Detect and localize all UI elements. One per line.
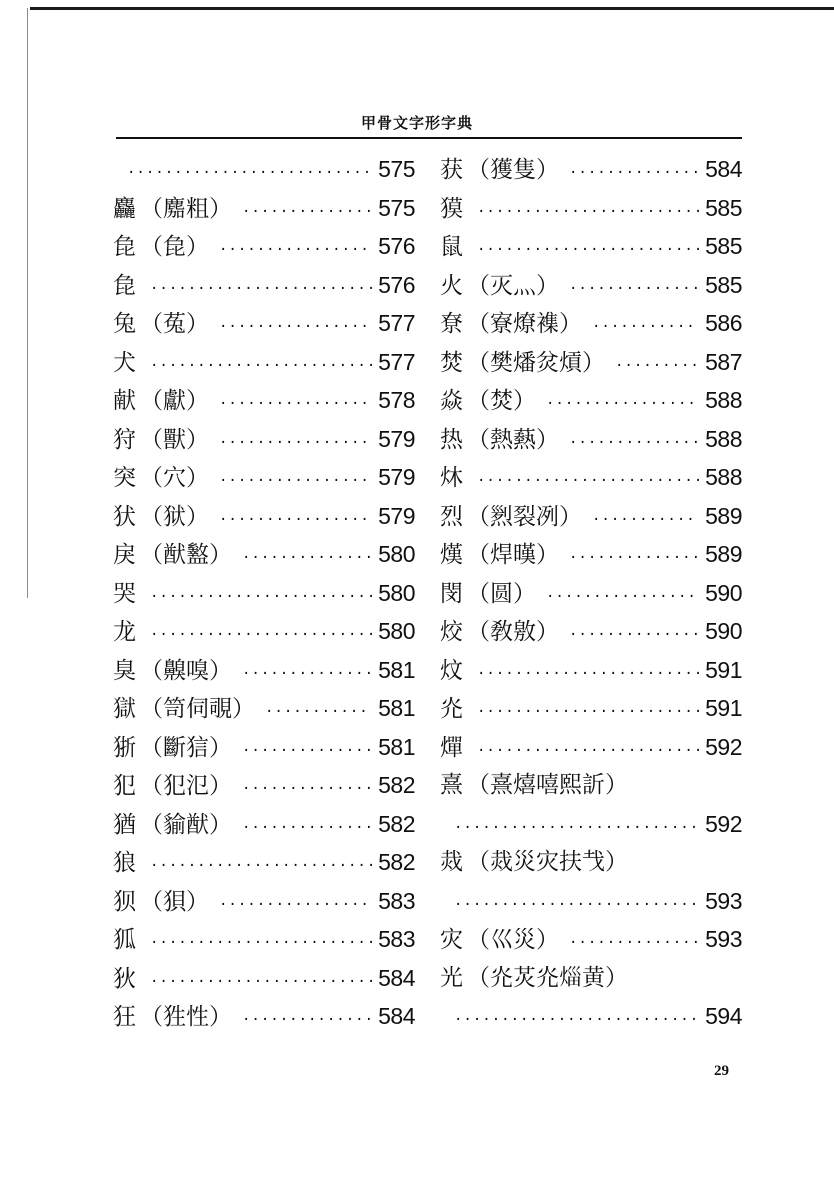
entry-page-number: 584 (378, 964, 415, 991)
entry-page-number: 586 (705, 310, 742, 336)
entry-page-number: 585 (705, 194, 742, 221)
index-entry (113, 766, 415, 805)
entry-page-number: 594 (705, 1003, 742, 1029)
entry-page-number: 592 (705, 810, 742, 837)
left-index-column (113, 150, 415, 1036)
entry-page-number: 588 (705, 464, 742, 490)
entry-variants: （狽） (140, 888, 209, 915)
leader-dots (219, 886, 372, 925)
leader-dots (569, 154, 699, 193)
entry-page-number: 580 (378, 579, 415, 606)
entry-headword: 㲋 (113, 234, 136, 260)
leader-dots (477, 462, 699, 501)
leader-dots (569, 616, 699, 655)
leader-dots (477, 693, 699, 732)
entry-page-number: 579 (378, 502, 415, 529)
entry-variants: （獻） (140, 388, 209, 414)
leader-dots (242, 809, 372, 848)
entry-variants: （狌性） (140, 1004, 232, 1030)
index-entry (440, 189, 742, 228)
entry-variants: （獲隻） (467, 157, 559, 183)
entry-variants: （熹熺嘻熙訢） (467, 772, 628, 798)
running-title: 甲骨文字形字典 (360, 114, 473, 132)
entry-headword: 狂 (113, 1004, 136, 1030)
leader-dots (477, 655, 699, 694)
leader-dots (592, 308, 699, 347)
index-entry (440, 843, 742, 882)
entry-page-number: 590 (705, 618, 742, 644)
page-number: 29 (714, 1063, 729, 1079)
entry-page-number: 591 (705, 656, 742, 683)
leader-dots (242, 655, 372, 694)
entry-headword: 哭 (113, 580, 136, 607)
leader-dots (569, 270, 699, 309)
entry-page-number: 577 (378, 310, 415, 336)
entry-page-number: 591 (705, 695, 742, 721)
entry-headword: 鼠 (440, 234, 463, 260)
entry-page-number: 587 (705, 348, 742, 375)
entry-page-number: 576 (378, 233, 415, 259)
entry-headword: 兔 (113, 311, 136, 337)
entry-page-number: 580 (378, 541, 415, 567)
index-entry (113, 651, 415, 690)
entry-headword: 烄 (440, 619, 463, 645)
entry-page-number: 588 (705, 387, 742, 413)
entry-variants: （敎敫） (467, 619, 559, 645)
entry-page-number: 590 (705, 579, 742, 606)
right-index-column (440, 150, 742, 1036)
entry-headword: 狩 (113, 426, 136, 453)
entry-headword: 燀 (440, 734, 463, 761)
entry-variants: （㲋） (140, 234, 209, 260)
index-entry (440, 920, 742, 959)
index-entry (113, 458, 415, 497)
entry-variants: （樊燔炃熕） (467, 349, 605, 376)
index-entry (113, 150, 415, 189)
entry-page-number: 592 (705, 733, 742, 760)
entry-headword: 獏 (440, 195, 463, 222)
entry-variants: （焊暵） (467, 542, 559, 568)
entry-headword: 获 (440, 157, 463, 183)
index-entry (113, 497, 415, 536)
leader-dots (219, 462, 372, 501)
entry-page-number: 585 (705, 271, 742, 298)
leader-dots (219, 424, 372, 463)
leader-dots (477, 231, 699, 270)
index-entry (440, 381, 742, 420)
leader-dots (127, 154, 372, 193)
leader-dots (242, 193, 372, 232)
index-entry (440, 343, 742, 382)
index-entry (440, 612, 742, 651)
leader-dots (219, 308, 372, 347)
index-entry (113, 882, 415, 921)
entry-variants: （斷狺） (140, 734, 232, 761)
index-entry (113, 535, 415, 574)
index-entry (440, 689, 742, 728)
entry-page-number: 581 (378, 733, 415, 760)
entry-headword: 狼 (113, 850, 136, 876)
entry-variants: （烖災灾扶𢦏） (467, 849, 628, 875)
entry-page-number: 580 (378, 618, 415, 644)
entry-page-number: 576 (378, 271, 415, 298)
entry-headword: 犬 (113, 349, 136, 376)
entry-variants: （犯氾） (140, 773, 232, 799)
entry-page-number: 581 (378, 695, 415, 721)
entry-variants: （笥伺覗） (140, 696, 255, 722)
leader-dots (242, 1001, 372, 1040)
entry-headword: 麤 (113, 195, 136, 222)
leader-dots (615, 347, 699, 386)
index-entry (113, 728, 415, 767)
index-entry (113, 574, 415, 613)
index-entry (440, 497, 742, 536)
index-entry (440, 304, 742, 343)
index-entry (440, 150, 742, 189)
index-entry (440, 535, 742, 574)
leader-dots (150, 924, 372, 963)
leader-dots (219, 385, 372, 424)
entry-headword: 閔 (440, 580, 463, 607)
top-border-rule (30, 7, 834, 10)
entry-variants: （貐猷） (140, 811, 232, 838)
entry-headword: 烖 (440, 849, 463, 875)
header-rule (116, 137, 742, 139)
index-entry (440, 997, 742, 1036)
index-entry (113, 920, 415, 959)
entry-page-number: 575 (378, 194, 415, 221)
index-entry (113, 227, 415, 266)
entry-headword: 龙 (113, 619, 136, 645)
entry-page-number: 582 (378, 849, 415, 875)
entry-headword: 尞 (440, 311, 463, 337)
entry-headword: 猶 (113, 811, 136, 838)
leader-dots (454, 886, 699, 925)
index-entry (440, 651, 742, 690)
entry-page-number: 579 (378, 464, 415, 490)
index-entry (113, 420, 415, 459)
index-entry (113, 689, 415, 728)
leader-dots (454, 1001, 699, 1040)
entry-variants: （灭灬） (467, 272, 559, 299)
entry-headword: 犾 (113, 503, 136, 530)
entry-page-number: 589 (705, 541, 742, 567)
leader-dots (219, 501, 372, 540)
entry-headword: 炆 (440, 657, 463, 684)
leader-dots (569, 924, 699, 963)
entry-headword: 獄 (113, 696, 136, 722)
leader-dots (592, 501, 699, 540)
entry-page-number: 579 (378, 425, 415, 452)
leader-dots (150, 616, 372, 655)
entry-page-number: 581 (378, 656, 415, 683)
entry-headword: 焱 (440, 388, 463, 414)
entry-headword: 突 (113, 465, 136, 491)
entry-variants: （灮炗灮𤉣黄） (467, 964, 628, 991)
index-entry (113, 612, 415, 651)
index-entry (113, 304, 415, 343)
entry-headword: 火 (440, 272, 463, 299)
entry-variants: （獸） (140, 426, 209, 453)
entry-variants: （穴） (140, 465, 209, 491)
entry-headword: 戾 (113, 542, 136, 568)
index-entry (113, 959, 415, 998)
entry-variants: （焚） (467, 388, 536, 414)
entry-variants: （䴥粗） (140, 195, 232, 222)
index-entry (440, 959, 742, 998)
entry-headword: 狈 (113, 888, 136, 915)
entry-variants: （菟） (140, 311, 209, 337)
leader-dots (454, 809, 699, 848)
index-entry (440, 805, 742, 844)
leader-dots (546, 578, 699, 617)
entry-headword: 灮 (440, 696, 463, 722)
entry-page-number: 578 (378, 387, 415, 413)
leader-dots (150, 270, 372, 309)
entry-page-number: 582 (378, 772, 415, 798)
index-entry (440, 882, 742, 921)
entry-variants: （圆） (467, 580, 536, 607)
entry-variants: （巛災） (467, 927, 559, 953)
leader-dots (150, 578, 372, 617)
index-entry (113, 343, 415, 382)
entry-headword: 狾 (113, 734, 136, 761)
index-entry (113, 189, 415, 228)
entry-headword: 灾 (440, 927, 463, 953)
entry-headword: 㲋 (113, 272, 136, 299)
index-entry (113, 266, 415, 305)
entry-headword: 犯 (113, 773, 136, 799)
index-entry (440, 266, 742, 305)
entry-page-number: 575 (378, 156, 415, 182)
entry-headword: 光 (440, 964, 463, 991)
index-entry (440, 420, 742, 459)
index-entry (113, 381, 415, 420)
index-entry (440, 574, 742, 613)
leader-dots (477, 732, 699, 771)
index-entry (440, 766, 742, 805)
leader-dots (546, 385, 699, 424)
leader-dots (569, 424, 699, 463)
entry-headword: 熹 (440, 772, 463, 798)
entry-page-number: 589 (705, 502, 742, 529)
entry-page-number: 582 (378, 810, 415, 837)
entry-headword: 狄 (113, 965, 136, 992)
entry-headword: 献 (113, 388, 136, 414)
entry-variants: （煭裂冽） (467, 503, 582, 530)
entry-headword: 热 (440, 426, 463, 453)
entry-headword: 炑 (440, 465, 463, 491)
leader-dots (219, 231, 372, 270)
entry-variants: （寮燎襍） (467, 311, 582, 337)
entry-variants: （齅嗅） (140, 657, 232, 684)
entry-page-number: 583 (378, 926, 415, 952)
entry-headword: 焚 (440, 349, 463, 376)
entry-page-number: 593 (705, 926, 742, 952)
leader-dots (242, 539, 372, 578)
leader-dots (150, 963, 372, 1002)
entry-variants: （猷盭） (140, 542, 232, 568)
leader-dots (265, 693, 372, 732)
entry-headword: 狐 (113, 927, 136, 953)
entry-headword: 熯 (440, 542, 463, 568)
entry-page-number: 588 (705, 425, 742, 452)
entry-variants: （狱） (140, 503, 209, 530)
leader-dots (477, 193, 699, 232)
index-entry (113, 843, 415, 882)
entry-page-number: 577 (378, 348, 415, 375)
entry-page-number: 585 (705, 233, 742, 259)
leader-dots (569, 539, 699, 578)
entry-variants: （熱爇） (467, 426, 559, 453)
index-entry (113, 805, 415, 844)
leader-dots (242, 732, 372, 771)
leader-dots (242, 770, 372, 809)
index-entry (440, 458, 742, 497)
entry-page-number: 584 (378, 1003, 415, 1029)
entry-page-number: 593 (705, 887, 742, 914)
left-margin-rule (27, 8, 28, 598)
entry-page-number: 584 (705, 156, 742, 182)
leader-dots (150, 347, 372, 386)
entry-headword: 臭 (113, 657, 136, 684)
entry-headword: 烈 (440, 503, 463, 530)
leader-dots (150, 847, 372, 886)
index-entry (113, 997, 415, 1036)
entry-page-number: 583 (378, 887, 415, 914)
index-entry (440, 227, 742, 266)
index-entry (440, 728, 742, 767)
